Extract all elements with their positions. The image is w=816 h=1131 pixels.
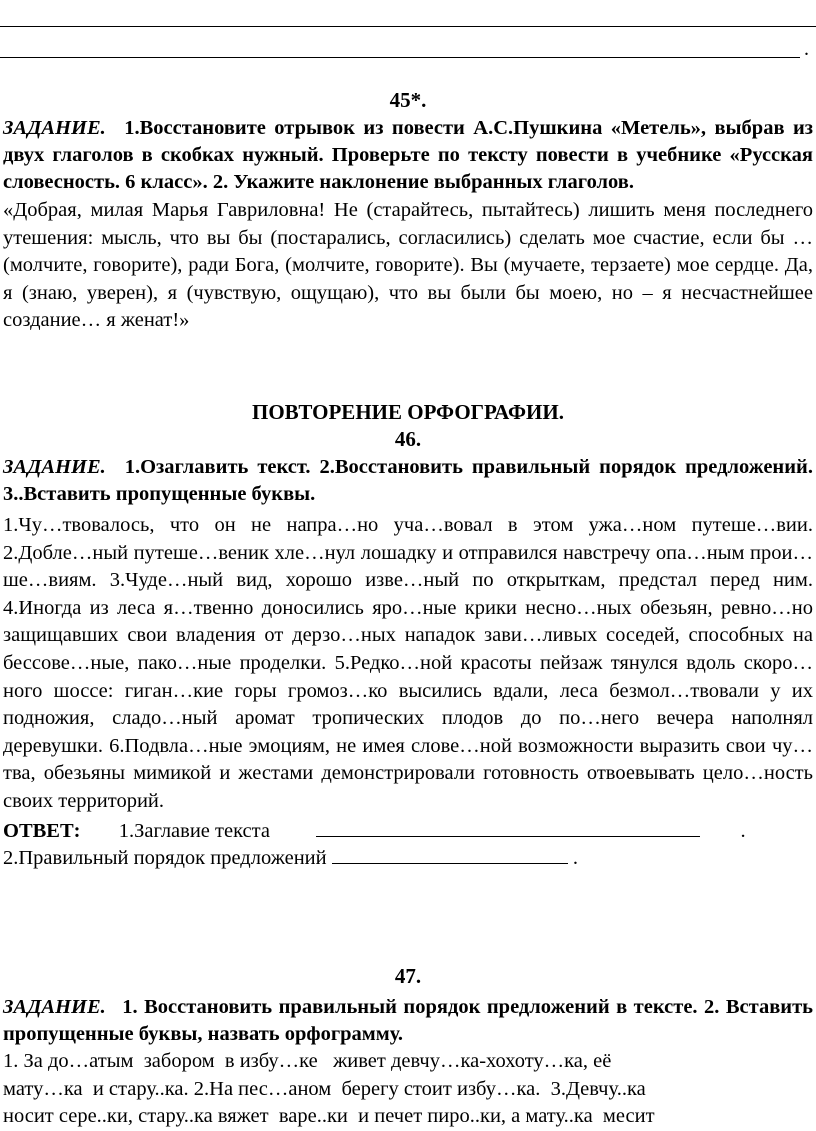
answer-order-blank[interactable] [332, 845, 568, 864]
answer-line-2 [3, 845, 813, 873]
exercise-45 [3, 87, 813, 335]
exercise-number: 46. [394, 427, 422, 451]
answer-line-1 [3, 818, 813, 846]
task-text: 1.Озаглавить текст. 2.Восстановить правильный порядок предложений. 3..Вставить пропущенные буквы. [3, 456, 813, 505]
task-instructions [3, 115, 813, 196]
exercise-46 [3, 399, 813, 873]
answer-label: ОТВЕТ: [3, 819, 81, 842]
answer-title-label: 1.Заглавие текста [118, 819, 270, 842]
top-rule-2 [0, 57, 800, 58]
task-text: 1.Восстановите отрывок из повести А.С.Пушкина «Метель», выбрав из двух глаголов в скобках нужный. Проверьте по тексту повести в учебнике «Русская словесность. 6 класс». 2. Укажите наклонение выбранных глаголов. [3, 117, 814, 193]
exercise-47 [3, 963, 813, 1131]
section-title: ПОВТОРЕНИЕ ОРФОГРАФИИ. [252, 400, 564, 424]
top-rule-1 [0, 26, 816, 27]
exercise-number: 47. [394, 964, 422, 988]
task-label: ЗАДАНИЕ. [3, 117, 106, 139]
task-label: ЗАДАНИЕ. [3, 456, 106, 478]
answer-order-label: 2.Правильный порядок предложений [3, 847, 327, 870]
top-rule-dot: . [804, 38, 809, 60]
task-text: 1. Восстановить правильный порядок предложений в тексте. 2. Вставить пропущенные буквы, назвать орфограмму. [3, 996, 814, 1045]
exercise-text-line: 1. За до…атым забором в избу…ке живет девчу…ка-хохоту…ка, её [3, 1050, 612, 1072]
exercise-number: 45*. [389, 88, 427, 112]
answer-dot: . [572, 847, 578, 870]
task-instructions [3, 994, 813, 1048]
exercise-text: «Добрая, милая Марья Гавриловна! Не (старайтесь, пытайтесь) лишить меня последнего утешения: мысль, что вы бы (постарались, согласились) сделать мое счастие, если бы … (молчите, говорите), ради Бога, (молчите, говорите). Вы (мучаете, терзаете) мое сердце. Да, я (знаю, уверен), я (чувствую, ощущаю), что вы были бы моею, но – я несчастнейшее создание… я женат!» [3, 199, 813, 332]
exercise-text-line: носит сере..ки, стару..ка вяжет варе..ки и печет пиро..ки, а мату..ка месит [3, 1105, 655, 1128]
task-label: ЗАДАНИЕ. [3, 996, 106, 1018]
exercise-text-line: мату…ка и стару..ка. 2.На пес…аном берегу стоит избу…ка. 3.Девчу..ка [3, 1077, 646, 1100]
answer-dot: . [740, 819, 746, 842]
task-instructions [3, 454, 813, 508]
answer-title-blank[interactable] [316, 818, 700, 837]
exercise-text: 1.Чу…твовалось, что он не напра…но уча…вовал в этом ужа…ном путеше…вии. 2.Добле…ный путеше…веник хле…нул лошадку и отправился навстречу опа…ным прои…ше…виям. 3.Чуде…ный вид, хорошо изве…ный по открыткам, предстал перед ним. 4.Иногда из леса я…твенно доносились яро…ные крики несно…ных обезьян, ревно…но защищавших свои владения от дерзо…ных нападок зави…ливых соседей, способных на бессове…ные, пако…ные проделки. 5.Редко…ной красоты пейзаж тянулся вдоль скоро…ного шоссе: гиган…кие горы громоз…ко высились вдали, леса безмол…твовали у их подножия, сладо…ный аромат тропических плодов до по…него вечера наполнял деревушки. 6.Подвла…ные эмоциям, не имея слове…ной возможности выразить свои чу…тва, обезьяны мимикой и жестами демонстрировали готовность отвоевывать цело…ность своих территорий. [3, 514, 813, 812]
